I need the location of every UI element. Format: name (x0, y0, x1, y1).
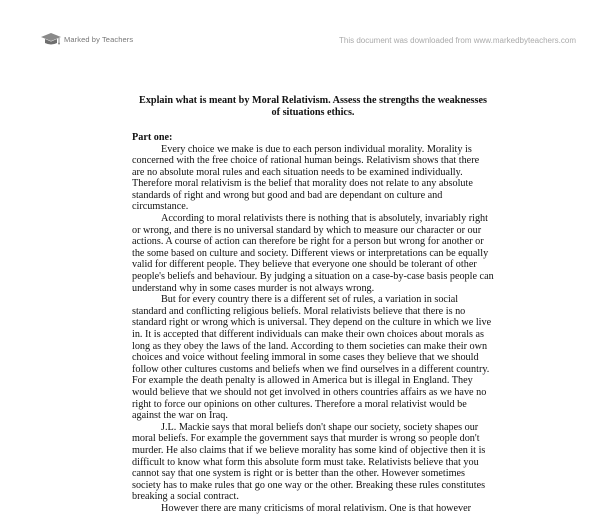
paragraph: J.L. Mackie says that moral beliefs don't shape our society, society shapes our moral beliefs. For example the government says that murder is wrong so people don't murder. He also claims that if we believe morality has some kind of objective then it is difficult to know what form this absolute form must take. Relativists believe that you cannot say that one system is right or is better than the other. However sometimes society has to make rules that go one way or the other. Breaking these rules constitutes breaking a social contract. (132, 421, 486, 503)
page-header (0, 0, 612, 60)
paragraph: But for every country there is a different set of rules, a variation in social standard and conflicting religious beliefs. Moral relativists believe that there is no standard right or wrong which is universal. They depend on the culture in which we live in. It is accepted that different individuals can make their own choices about morals as long as they obey the laws of the land. According to them societies can make their own choices and voice without feeling immoral in some cases they believe that we should follow other cultures customs and beliefs when we find ourselves in a different country. For example the death penalty is allowed in America but is illegal in England. They would believe that we should not get involved in others countries affairs as we have no right to force our opinions on other cultures. Therefore a moral relativist would be against the war on Iraq. (132, 294, 492, 422)
logo-text: Marked by Teachers (64, 34, 134, 44)
download-source-note: This document was downloaded from www.markedbyteachers.com (339, 36, 576, 45)
graduation-cap-icon (40, 31, 62, 47)
paragraph: However there are many criticisms of moral relativism. One is that however (161, 502, 472, 514)
marked-by-teachers-logo[interactable] (40, 31, 133, 47)
document-title: Explain what is meant by Moral Relativism. Assess the strengths the weaknesses of situations ethics. (139, 95, 487, 118)
document-body (132, 95, 494, 515)
part-heading: Part one: (132, 132, 173, 143)
paragraph: Every choice we make is due to each person individual morality. Morality is concerned with the free choice of rational human beings. Relativism shows that there are no absolute moral rules and each situation needs to be examined individually. Therefore moral relativism is the belief that morality does not relate to any absolute standards of right and wrong but good and bad are dependant on culture and circumstance. (132, 143, 480, 213)
paragraph: According to moral relativists there is nothing that is absolutely, invariably right or wrong, and there is no universal standard by which to measure our character or our actions. A course of action can therefore be right for a person but wrong for another or the some based on culture and society. Different views or interpretations can be equally valid for different people. They believe that everyone one should be tolerant of other people's beliefs and behaviour. By judging a situation on a case-by-case basis people can understand why in some cases murder is not always wrong. (132, 213, 494, 294)
